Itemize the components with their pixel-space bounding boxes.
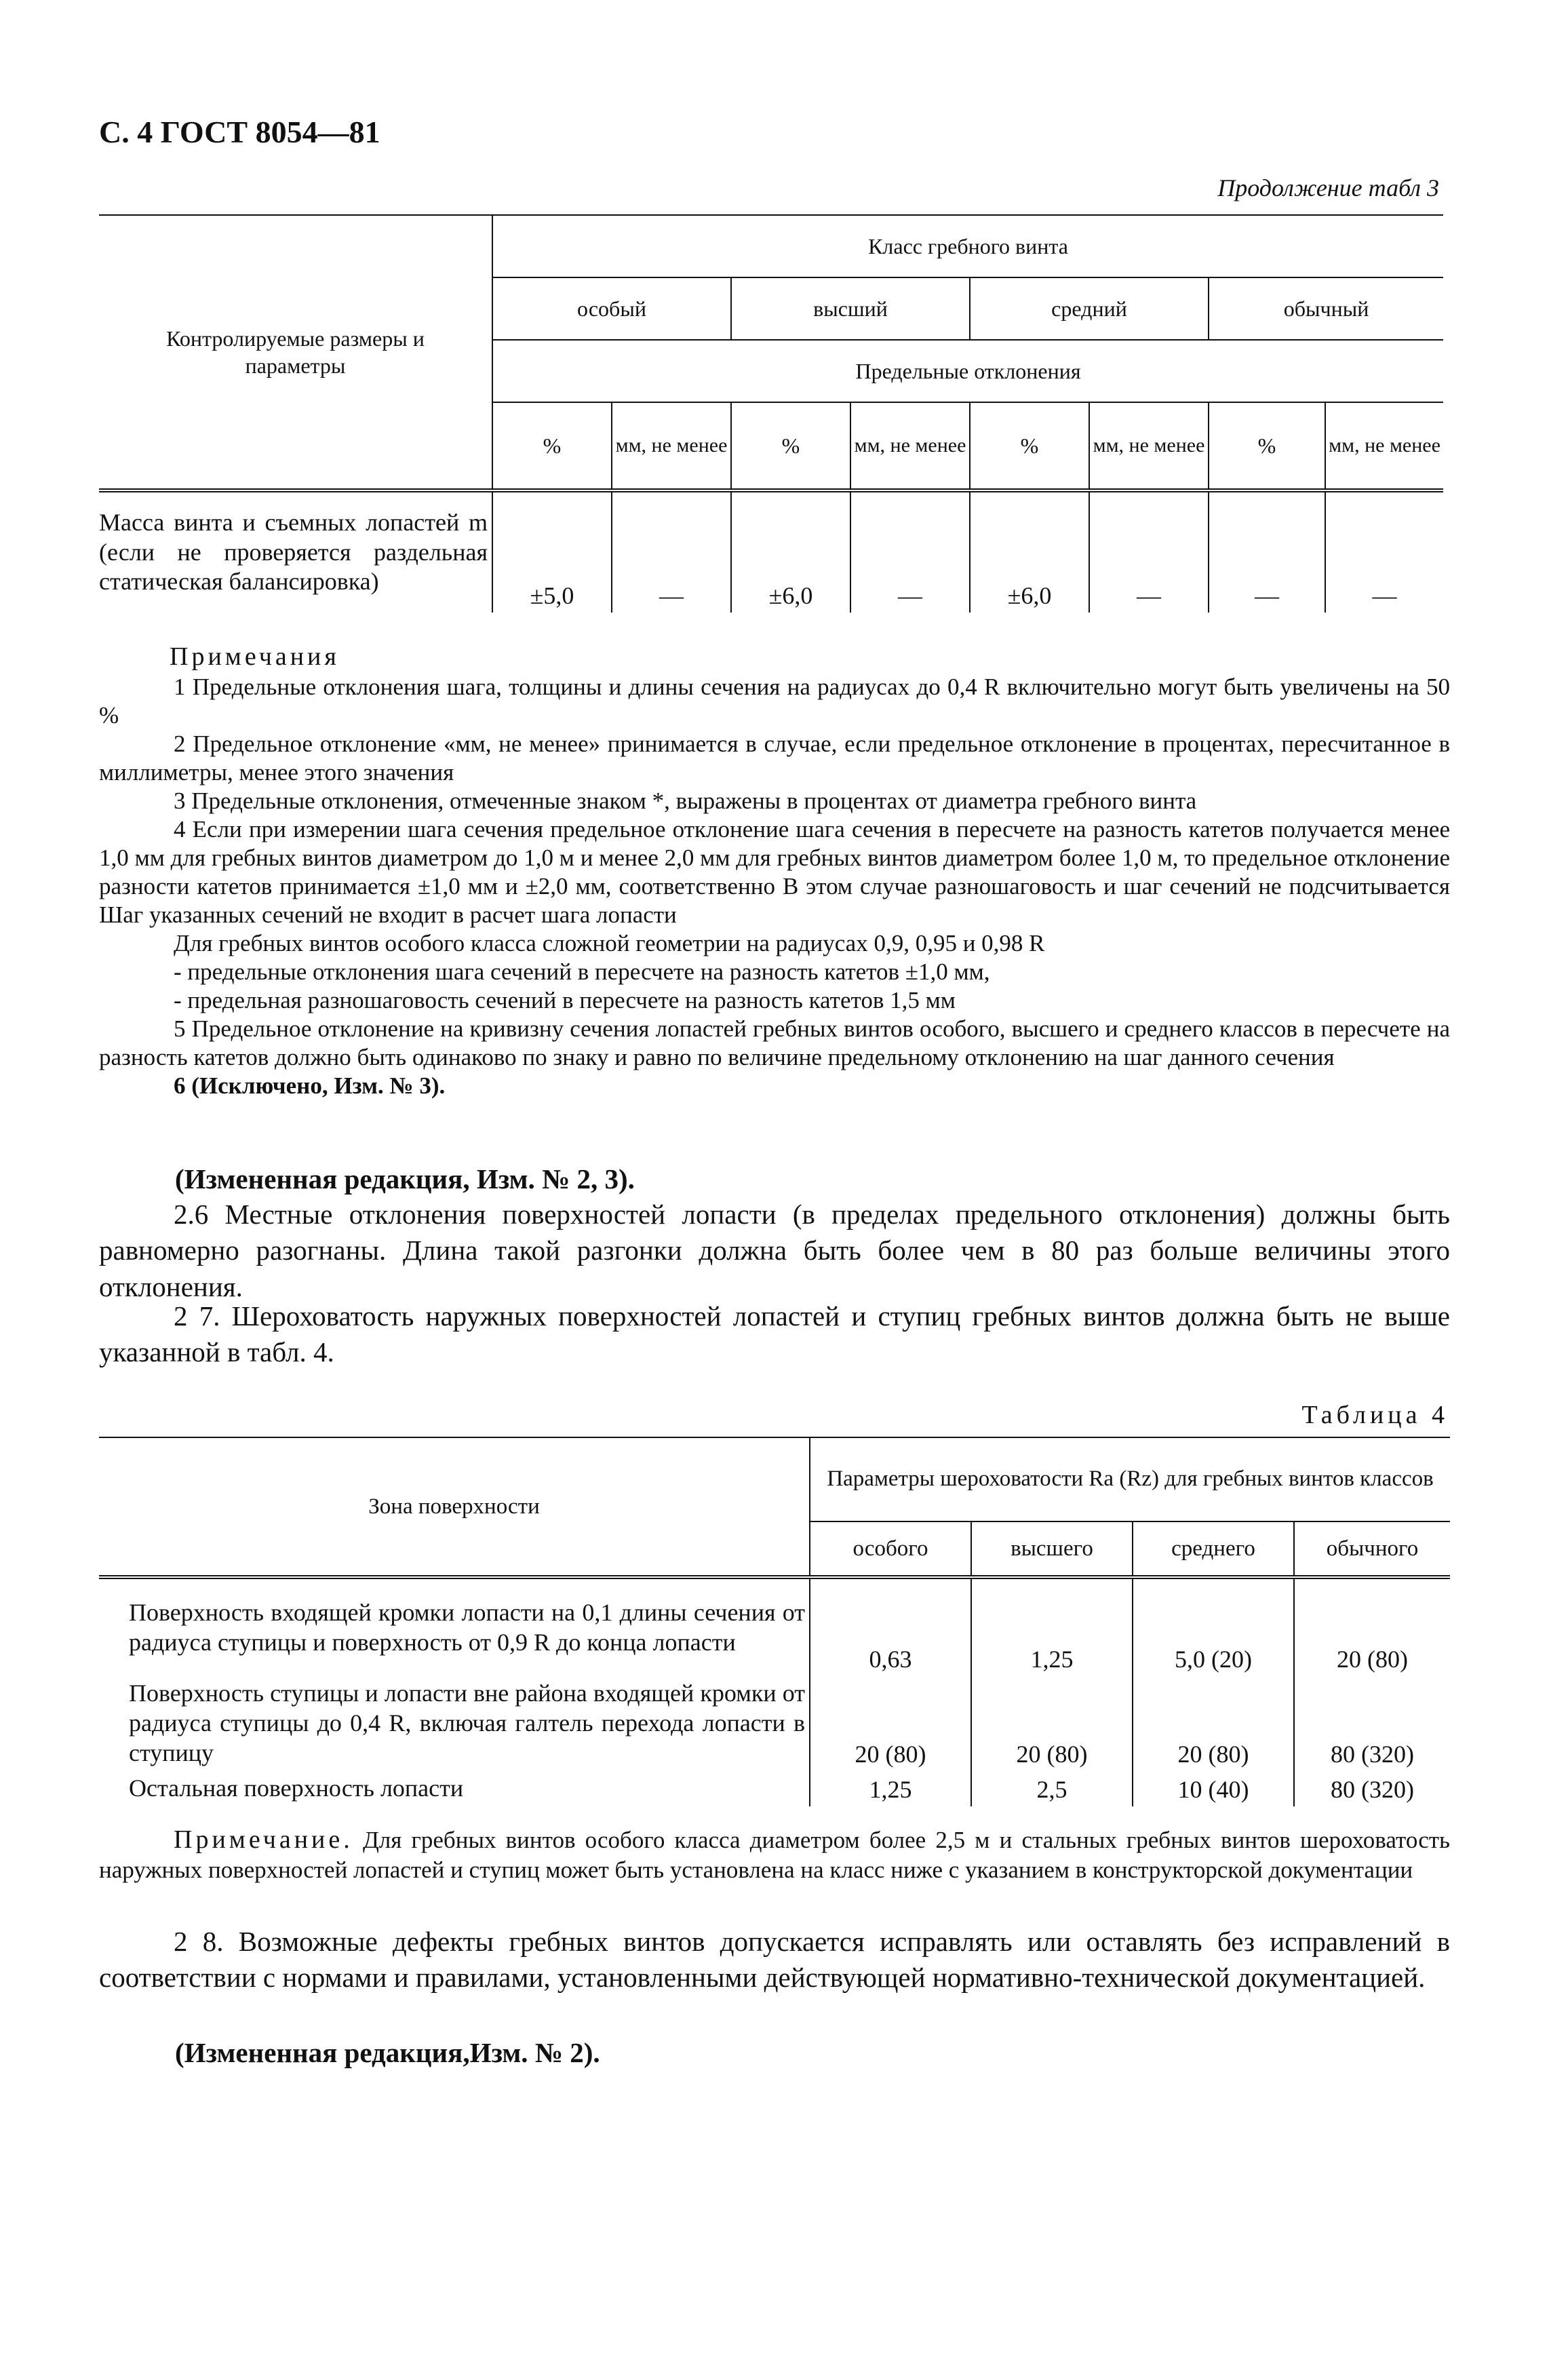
table4-row-zone: Поверхность входящей кромки лопасти на 0,1 длины сечения от радиуса ступицы и поверхность от 0,9 R до конца лопасти <box>129 1598 805 1656</box>
table3-cell: ±6,0 <box>970 490 1089 613</box>
paragraph-2-8: 2 8. Возможные дефекты гребных винтов допускается исправлять или оставлять без исправлений в соответствии с нормами и правилами, установленными действующей нормативно-технической документацией. <box>99 1926 1450 1994</box>
note-item: - предельная разношаговость сечений в пересчете на разность катетов 1,5 мм <box>174 986 956 1013</box>
paragraph-2-7: 2 7. Шероховатость наружных поверхностей лопастей и ступиц гребных винтов должна быть не выше указанной в табл. 4. <box>99 1300 1450 1368</box>
table4-cell: 20 (80) <box>1133 1676 1294 1771</box>
class-obychnyi: обычный <box>1209 277 1443 340</box>
sub-percent: % <box>731 402 850 490</box>
table3-row-label: Масса винта и съемных лопастей m (если не проверяется раздельная статическая балансировка) <box>99 508 488 596</box>
sub-percent: % <box>970 402 1089 490</box>
notes-block <box>99 642 1450 1100</box>
sub-mm: мм, не менее <box>1089 402 1209 490</box>
table4-row-zone: Остальная поверхность лопасти <box>129 1775 464 1802</box>
table4-cell: 20 (80) <box>810 1676 971 1771</box>
note-item: 3 Предельные отклонения, отмеченные знаком *, выражены в процентах от диаметра гребного винта <box>174 787 1197 814</box>
table3-cell: — <box>850 490 970 613</box>
table4-note-text: Для гребных винтов особого класса диаметром более 2,5 м и стальных гребных винтов шероховатость наружных поверхностей лопастей и ступиц может быть установлена на класс ниже с указанием в конструкторской документации <box>99 1827 1450 1883</box>
note-item: 6 (Исключено, Изм. № 3). <box>174 1072 446 1099</box>
table4-col-header: Зона поверхности <box>99 1437 810 1577</box>
table-3 <box>99 214 1443 613</box>
table3-cell: — <box>1089 490 1209 613</box>
document-header: С. 4 ГОСТ 8054—81 <box>99 115 380 149</box>
table-continuation-label: Продолжение табл 3 <box>1217 174 1439 201</box>
table4-cell: 10 (40) <box>1133 1771 1294 1806</box>
sub-percent: % <box>1209 402 1325 490</box>
note-item: 5 Предельное отклонение на кривизну сечения лопастей гребных винтов особого, высшего и среднего классов в пересчете на разность катетов должно быть одинаково по знаку и равно по величине предельному отклонению на шаг данного сечения <box>99 1015 1450 1070</box>
table4-note-title: Примечание. <box>174 1825 353 1854</box>
sub-mm: мм, не менее <box>850 402 970 490</box>
table4-cell: 0,63 <box>810 1577 971 1676</box>
table3-cell: ±5,0 <box>492 490 612 613</box>
table4-cell: 2,5 <box>971 1771 1133 1806</box>
table3-cell: — <box>1209 490 1325 613</box>
table4-cell: 80 (320) <box>1294 1676 1450 1771</box>
sub-mm: мм, не менее <box>1325 402 1443 490</box>
table4-params-header: Параметры шероховатости Ra (Rz) для гребных винтов классов <box>810 1437 1450 1521</box>
sub-percent: % <box>492 402 612 490</box>
table3-limits-header: Предельные отклонения <box>492 340 1443 402</box>
note-item: 4 Если при измерении шага сечения предельное отклонение шага сечения в пересчете на разность катетов получается менее 1,0 мм для гребных винтов диаметром до 1,0 м и менее 2,0 мм для гребных винтов диаметром более 1,0 м, то предельное отклонение разности катетов принимается ±1,0 мм и ±2,0 мм, соответственно В этом случае разношаговость и шаг сечений не подсчитывается Шаг указанных сечений не входит в расчет шага лопасти <box>99 815 1450 928</box>
notes-title: Примечания <box>170 642 340 671</box>
table4-cell: 80 (320) <box>1294 1771 1450 1806</box>
table4-cell: 1,25 <box>971 1577 1133 1676</box>
class-sredniy: средний <box>970 277 1209 340</box>
class-osobyi: особый <box>492 277 731 340</box>
table3-cell: — <box>612 490 731 613</box>
table-4 <box>99 1437 1450 1806</box>
note-item: Для гребных винтов особого класса сложной геометрии на радиусах 0,9, 0,95 и 0,98 R <box>174 929 1045 956</box>
table4-cell: 20 (80) <box>971 1676 1133 1771</box>
table3-col-header: Контролируемые размеры и параметры <box>99 215 492 490</box>
table4-cell: 20 (80) <box>1294 1577 1450 1676</box>
amendment-note: (Измененная редакция, Изм. № 2, 3). <box>175 1163 635 1195</box>
sub-mm: мм, не менее <box>612 402 731 490</box>
note-item: 2 Предельное отклонение «мм, не менее» принимается в случае, если предельное отклонение в процентах, пересчитанное в миллиметры, менее этого значения <box>99 730 1450 786</box>
class-vysshiy: высший <box>731 277 970 340</box>
table4-row-zone: Поверхность ступицы и лопасти вне района входящей кромки от радиуса ступицы до 0,4 R, включая галтель перехода лопасти в ступицу <box>129 1680 805 1766</box>
table3-cell: ±6,0 <box>731 490 850 613</box>
class-osobogo: особого <box>810 1521 971 1577</box>
table4-label: Таблица 4 <box>1301 1401 1449 1429</box>
table4-note <box>99 1825 1450 1884</box>
table3-cell: — <box>1325 490 1443 613</box>
amendment-note: (Измененная редакция,Изм. № 2). <box>175 2037 600 2068</box>
table3-class-header: Класс гребного винта <box>492 215 1443 277</box>
class-vysshego: высшего <box>971 1521 1133 1577</box>
paragraph-2-6: 2.6 Местные отклонения поверхностей лопасти (в пределах предельного отклонения) должны быть равномерно разогнаны. Длина такой разгонки должна быть более чем в 80 раз больше величины этого отклонения. <box>99 1199 1450 1302</box>
table4-cell: 1,25 <box>810 1771 971 1806</box>
table4-cell: 5,0 (20) <box>1133 1577 1294 1676</box>
class-obychnogo: обычного <box>1294 1521 1450 1577</box>
note-item: 1 Предельные отклонения шага, толщины и длины сечения на радиусах до 0,4 R включительно могут быть увеличены на 50 % <box>99 673 1450 729</box>
class-srednego: среднего <box>1133 1521 1294 1577</box>
note-item: - предельные отклонения шага сечений в пересчете на разность катетов ±1,0 мм, <box>174 958 990 985</box>
